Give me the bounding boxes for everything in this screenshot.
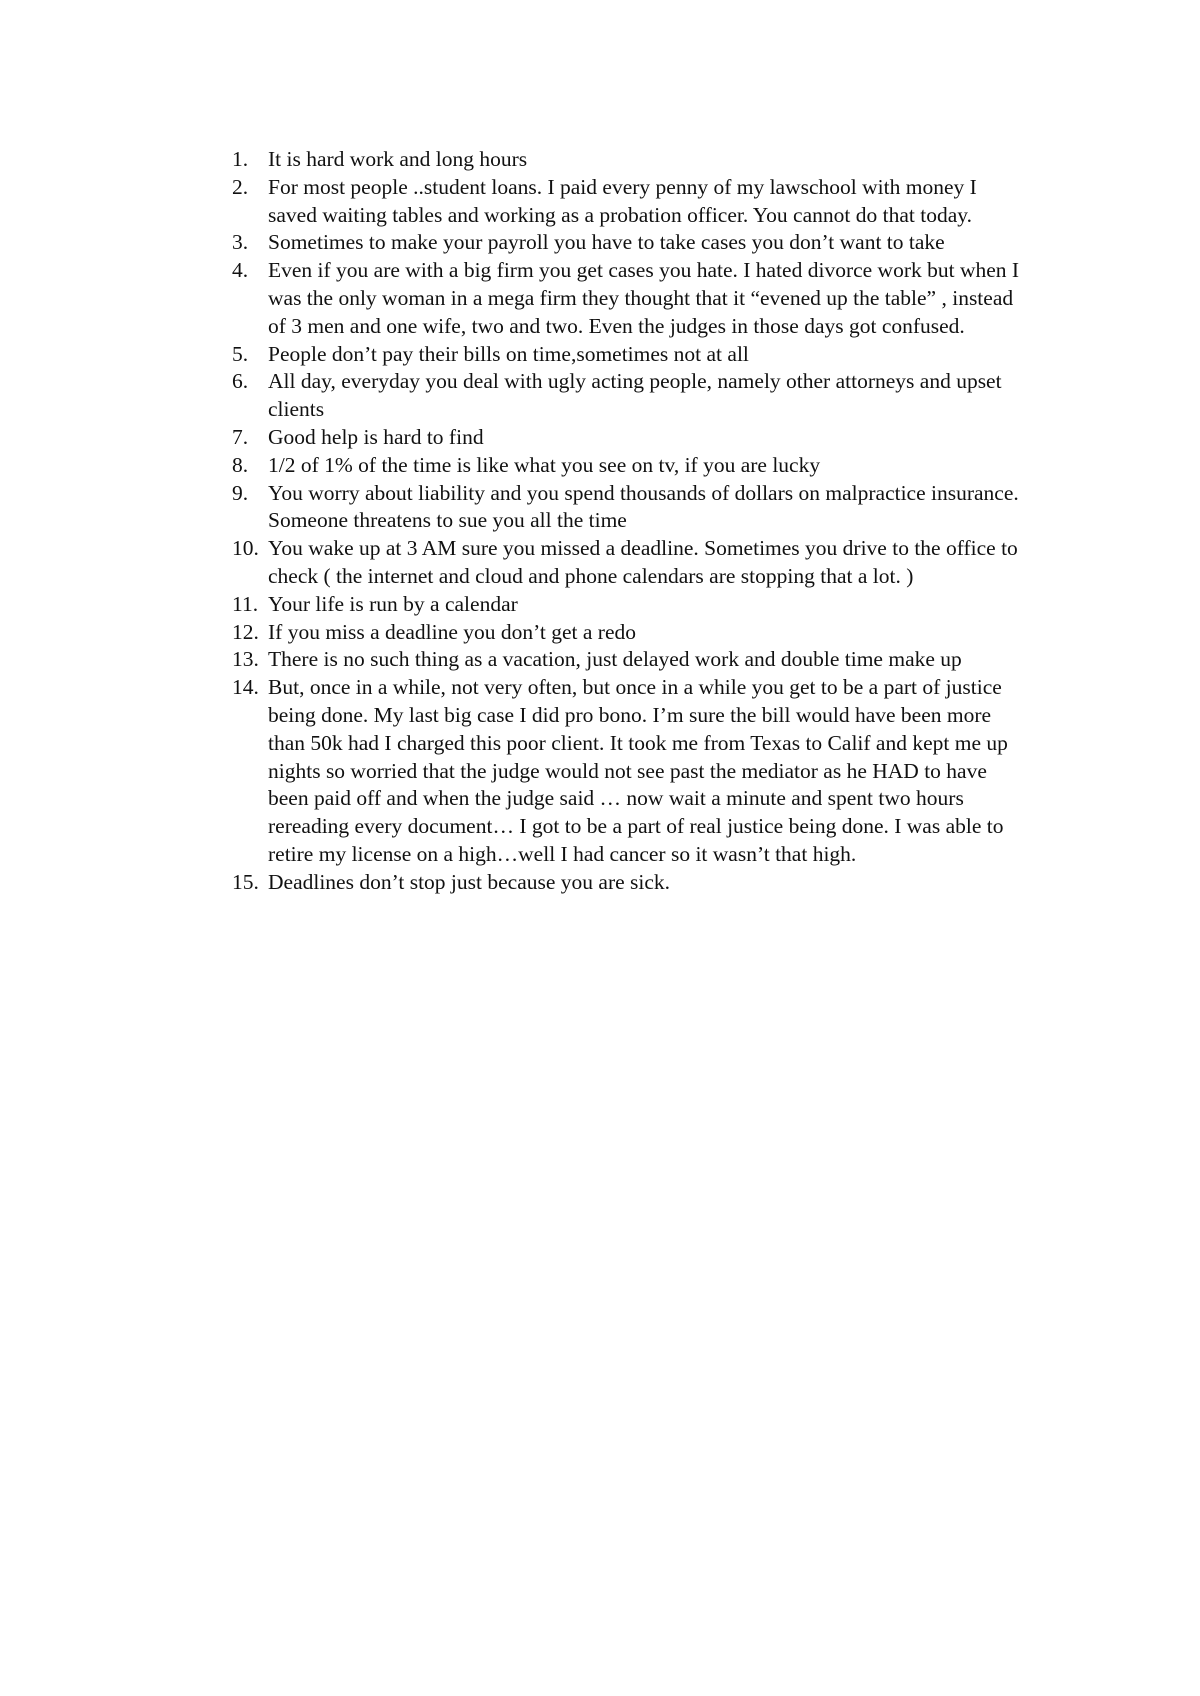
item-number: 15. (232, 869, 259, 894)
item-text: People don’t pay their bills on time,sometimes not at all (268, 341, 749, 366)
list-item (232, 452, 1022, 480)
item-text: Your life is run by a calendar (268, 591, 518, 616)
item-number: 1. (232, 147, 249, 171)
list-item (232, 424, 1022, 452)
item-text: For most people ..student loans. I paid every penny of my lawschool with money I saved waiting tables and working as a probation officer. You cannot do that today. (268, 174, 977, 227)
item-number: 11. (232, 591, 259, 616)
list-item (232, 229, 1022, 257)
list-item (232, 146, 1022, 174)
list-item (232, 646, 1022, 674)
item-number: 10. (232, 536, 259, 561)
item-text: Good help is hard to find (268, 424, 484, 449)
item-number: 12. (232, 619, 259, 644)
list-item (232, 368, 1022, 424)
list-item (232, 257, 1022, 340)
item-number: 14. (232, 675, 259, 700)
item-text: If you miss a deadline you don’t get a redo (268, 619, 636, 644)
item-number: 8. (232, 452, 249, 477)
item-number: 9. (232, 480, 249, 505)
list-item (232, 174, 1022, 230)
item-text: 1/2 of 1% of the time is like what you see on tv, if you are lucky (268, 452, 821, 477)
numbered-list (232, 146, 1022, 897)
item-text: You wake up at 3 AM sure you missed a deadline. Sometimes you drive to the office to check ( the internet and cloud and phone calendars are stopping that a lot. ) (268, 536, 1018, 588)
item-text: Even if you are with a big firm you get cases you hate. I hated divorce work but when I was the only woman in a mega firm they thought that it “evened up the table” , instead of 3 men and one wife, two and two. Even the judges in those days got confused. (268, 258, 1020, 338)
item-text: You worry about liability and you spend thousands of dollars on malpractice insurance. Someone threatens to sue you all the time (268, 480, 1019, 533)
item-number: 3. (232, 230, 249, 255)
item-text: Deadlines don’t stop just because you are sick. (268, 869, 671, 894)
item-number: 2. (232, 174, 249, 199)
item-text: All day, everyday you deal with ugly acting people, namely other attorneys and upset clients (268, 369, 1002, 422)
list-item (232, 869, 1022, 897)
item-text: There is no such thing as a vacation, just delayed work and double time make up (268, 647, 962, 672)
item-number: 4. (232, 258, 249, 283)
list-item (232, 535, 1022, 591)
item-number: 7. (232, 424, 249, 449)
list-item (232, 619, 1022, 647)
item-number: 13. (232, 647, 259, 672)
item-text: It is hard work and long hours (268, 147, 528, 171)
list-item (232, 480, 1022, 536)
list-item (232, 674, 1022, 869)
list-item (232, 341, 1022, 369)
item-number: 6. (232, 369, 249, 394)
item-text: But, once in a while, not very often, but once in a while you get to be a part of justice being done. My last big case I did pro bono. I’m sure the bill would have been more than 50k had I charged this poor client. It took me from Texas to Calif and kept me up nights so worried that the judge would not see past the mediator as he HAD to have been paid off and when the judge said … now wait a minute and spent two hours rereading every document… I got to be a part of real justice being done. I was able to retire my license on a high…well I had cancer so it wasn’t that high. (268, 675, 1008, 866)
item-number: 5. (232, 341, 249, 366)
item-text: Sometimes to make your payroll you have to take cases you don’t want to take (268, 230, 945, 255)
list-item (232, 591, 1022, 619)
